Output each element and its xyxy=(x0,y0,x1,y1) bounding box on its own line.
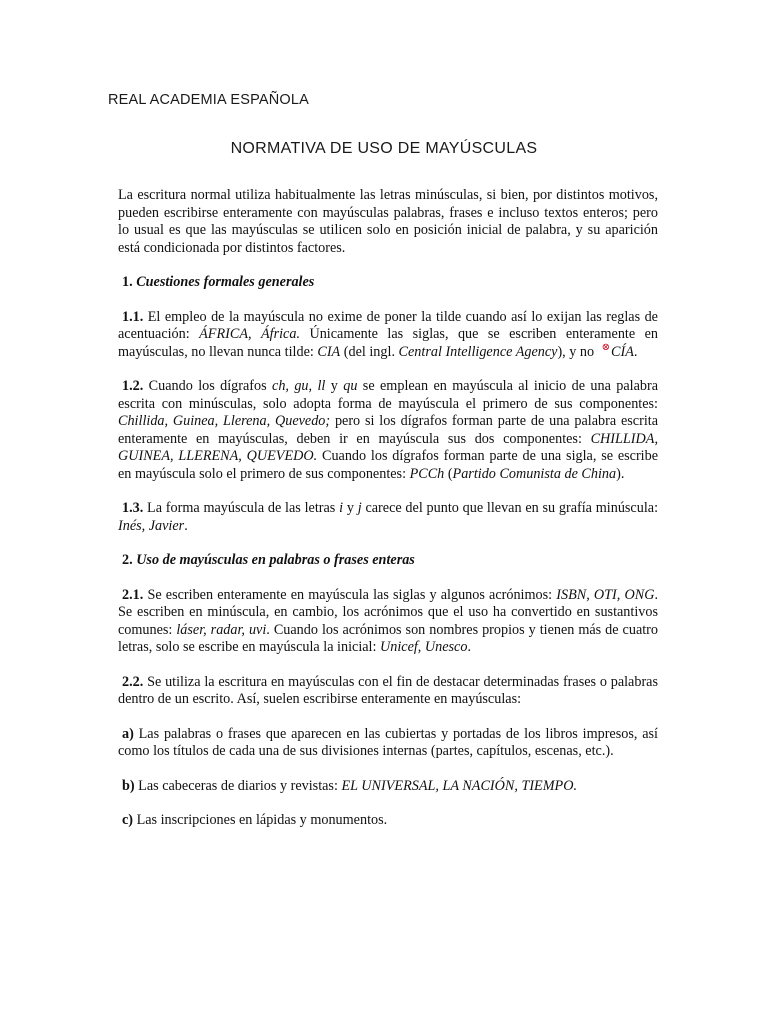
paragraph-1-1: 1.1. El empleo de la mayúscula no exime de poner la tilde cuando así lo exijan las reglas de acentuación: ÁFRICA, África. Únicamente las siglas, que se escriben enteramente en mayúsculas, no llevan nunca tilde: CIA (del ingl. Central Intelligence Agency), y no ⊗CÍA. xyxy=(118,308,658,360)
item-letter: c) xyxy=(122,812,134,828)
paragraph-2-1: 2.1. Se escriben enteramente en mayúscula las siglas y algunos acrónimos: ISBN, OTI, ONG. Se escriben en minúscula, en cambio, los acrónimos que el uso ha convertido en sustantivos comunes: láser, radar, uvi. Cuando los acrónimos son nombres propios y tienen más de cuatro letras, solo se escribe en mayúscula la inicial: Unicef, Unesco. xyxy=(118,586,658,655)
paragraph-number: 2.1. xyxy=(122,586,144,603)
paragraph-number: 1.2. xyxy=(122,378,144,394)
document-title: NORMATIVA DE USO DE MAYÚSCULAS xyxy=(230,140,538,157)
organization-name: REAL ACADEMIA ESPAÑOLA xyxy=(108,92,310,108)
document-body xyxy=(118,187,658,847)
item-c: c) Las inscripciones en lápidas y monumentos. xyxy=(122,812,388,828)
section-1-heading xyxy=(122,274,658,292)
section-number: 2. xyxy=(122,552,133,568)
item-a: a) Las palabras o frases que aparecen en las cubiertas y portadas de los libros impresos, así como los títulos de cada una de sus divisiones internas (partes, capítulos, escenas, etc.). xyxy=(118,725,658,759)
intro-paragraph: La escritura normal utiliza habitualmente las letras minúsculas, si bien, por distintos motivos, pueden escribirse enteramente con mayúsculas palabras, frases e incluso textos enteros; pero lo usual es que las mayúsculas se utilicen solo en posición inicial de palabra, y su aparición está condicionada por distintos factores. xyxy=(118,187,658,256)
item-letter: a) xyxy=(122,725,134,742)
paragraph-number: 2.2. xyxy=(122,673,144,690)
item-b: b) Las cabeceras de diarios y revistas: EL UNIVERSAL, LA NACIÓN, TIEMPO. xyxy=(122,777,578,794)
section-title: Uso de mayúsculas en palabras o frases enteras xyxy=(136,552,415,568)
section-title: Cuestiones formales generales xyxy=(136,274,315,290)
paragraph-2-2: 2.2. Se utiliza la escritura en mayúsculas con el fin de destacar determinadas frases o palabras dentro de un escrito. Así, suelen escribirse enteramente en mayúsculas: xyxy=(118,673,658,707)
section-2-heading xyxy=(122,552,658,570)
section-number: 1. xyxy=(122,274,133,290)
paragraph-1-3: 1.3. La forma mayúscula de las letras i y j carece del punto que llevan en su grafía minúscula: Inés, Javier. xyxy=(118,500,659,534)
paragraph-number: 1.1. xyxy=(122,308,144,325)
item-letter: b) xyxy=(122,777,135,794)
paragraph-number: 1.3. xyxy=(122,500,144,516)
paragraph-1-2: 1.2. Cuando los dígrafos ch, gu, ll y qu se emplean en mayúscula al inicio de una palabra escrita con minúsculas, solo adopta forma de mayúscula el primero de sus componentes: Chillida, Guinea, Llerena, Quevedo; pero si los dígrafos forman parte de una palabra escrita enteramente en mayúsculas, deben ir en mayúscula sus dos componentes: CHILLIDA, GUINEA, LLERENA, QUEVEDO. Cuando los dígrafos forman parte de una sigla, se escribe en mayúscula solo el primero de sus componentes: PCCh (Partido Comunista de China). xyxy=(118,378,659,482)
